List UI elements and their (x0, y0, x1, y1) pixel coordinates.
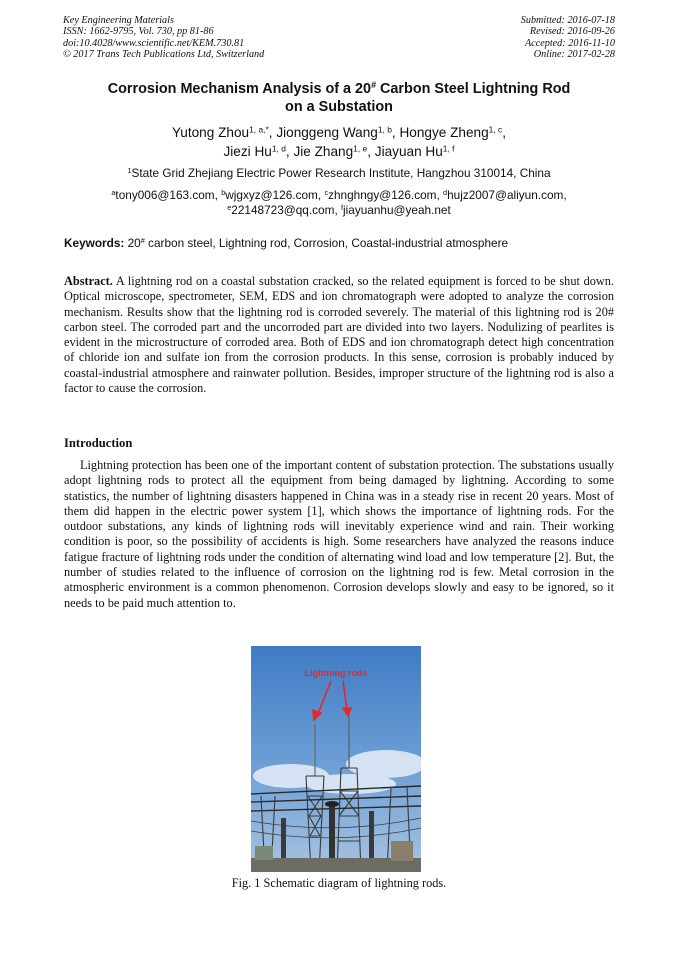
author-name: Jiayuan Hu (374, 144, 443, 159)
email-sup: b (221, 187, 226, 197)
email-sup: f (341, 202, 344, 212)
email-sep: , (436, 188, 444, 202)
affiliation (60, 166, 618, 181)
email-sup: c (324, 187, 329, 197)
email-link[interactable]: hujz2007@aliyun.com (447, 188, 564, 202)
accepted-date: Accepted: 2016-11-10 (524, 37, 615, 49)
abstract-label: Abstract. (64, 274, 113, 288)
author-sup: 1, a,* (249, 124, 269, 135)
author-name: Yutong Zhou (171, 125, 250, 140)
keywords (64, 236, 619, 251)
keywords-pre: 20 (124, 236, 141, 250)
author-sup: 1, f (442, 143, 455, 154)
title-line1-post: Carbon Steel Lightning Rod (376, 81, 571, 97)
figure-caption: Fig. 1 Schematic diagram of lightning rods. (231, 876, 447, 890)
affiliation-sup: 1 (127, 165, 132, 175)
author-sep: , (285, 144, 294, 159)
journal-name: Key Engineering Materials (63, 15, 174, 26)
revised-date: Revised: 2016-09-26 (529, 26, 615, 38)
author-sup: 1, b (377, 124, 392, 135)
online-date: Online: 2017-02-28 (533, 49, 615, 61)
author-sup: 1, c (488, 124, 503, 135)
title-line2: on a Substation (285, 99, 393, 115)
affiliation-text: State Grid Zhejiang Electric Power Research Institute, Hangzhou 310014, China (131, 166, 551, 180)
email-link[interactable]: zhnghngy@126.com (328, 188, 437, 202)
figure-label: Lightning rods (304, 668, 368, 678)
author-name: Hongye Zheng (399, 125, 489, 140)
author-sup: 1, e (353, 143, 368, 154)
email-link[interactable]: tony006@163.com (115, 188, 215, 202)
email-link[interactable]: wjgxyz@126.com (225, 188, 318, 202)
keywords-text: carbon steel, Lightning rod, Corrosion, Coastal-industrial atmosphere (144, 236, 509, 250)
email-link[interactable]: 22148723@qq.com (231, 203, 335, 217)
introduction-text: Lightning protection has been one of the important content of substation protection. The substations usually adopt lightning rods to protect all the equipment from being damaged by lightning. According to some statistics, the number of lightning disasters happened in China was in a steady rise in recent 20 years. Most of them did happen in the electric power system [1], which shows the importance of lightning rods. For the outdoor substations, any kinds of lightning rods will inevitably experience wind and rain. Their working condition is poor, so the possibility of accidents is high. Some researchers have analyzed the reasons induce fatigue fracture of lightning rods under the condition of alternating wind load and low temperature [2]. But, the number of studies related to the influence of corrosion on the lightning rod is few. Metal corrosion in the atmospheric environment is a common phenomenon. Corrosion develops slowly and easy to be ignored, so it needs to be paid much attention to. (64, 458, 614, 610)
abstract-text: A lightning rod on a coastal substation cracked, so the related equipment is forced to be shut down. Optical microscope, spectrometer, SEM, EDS and ion chromatograph were adopted to analyze the corrosion mechanism. Results show that the lightning rod is corroded severely. The material of this lightning rod is 20# carbon steel. The corroded part and the uncorroded part are divided into two layers. Nodulizing of pearlites is evident in the microstructure of corroded area. Both of EDS and ion chromatograph detect high concentration of chloride ion and sulfate ion from the corrosion products. In this sense, corrosion is probably induced by coastal-industrial atmosphere and rainwater pollution. Besides, improper structure of the lightning rod is also a factor to cause the corrosion. (64, 274, 614, 396)
author-name: Jionggeng Wang (276, 125, 378, 140)
submitted-date: Submitted: 2016-07-18 (520, 15, 615, 26)
issn-line: ISSN: 1662-9795, Vol. 730, pp 81-86 (63, 26, 214, 38)
title-sup: # (371, 80, 377, 91)
email-link[interactable]: jiayuanhu@yeah.net (343, 203, 451, 217)
keywords-sup: # (140, 235, 145, 245)
keywords-label: Keywords: (64, 236, 125, 250)
abstract (64, 274, 614, 396)
journal-info (63, 15, 264, 61)
email-sup: a (111, 187, 116, 197)
author-name: Jie Zhang (293, 144, 354, 159)
introduction-paragraph (64, 458, 614, 611)
author-sup: 1, d (271, 143, 286, 154)
email-list (60, 188, 618, 218)
author-sep: , (502, 125, 507, 140)
substation-photo (251, 646, 421, 872)
email-sup: e (227, 202, 232, 212)
title-line1-pre: Corrosion Mechanism Analysis of a 20 (107, 81, 372, 97)
author-name: Jiezi Hu (223, 144, 272, 159)
author-sep: , (367, 144, 375, 159)
doi-line: doi:10.4028/www.scientific.net/KEM.730.81 (63, 37, 245, 49)
author-list (60, 123, 618, 161)
dates-info (521, 15, 615, 61)
email-sup: d (443, 187, 448, 197)
email-sep: , (334, 203, 341, 217)
figure-photo (251, 646, 421, 872)
author-sep: , (268, 125, 277, 140)
email-sep: , (214, 188, 222, 202)
email-sep: , (317, 188, 325, 202)
email-sep: , (563, 188, 567, 202)
copyright-line: © 2017 Trans Tech Publications Ltd, Switzerland (63, 49, 265, 61)
author-sep: , (391, 125, 400, 140)
paper-title (60, 80, 618, 116)
section-heading-introduction: Introduction (64, 436, 133, 450)
